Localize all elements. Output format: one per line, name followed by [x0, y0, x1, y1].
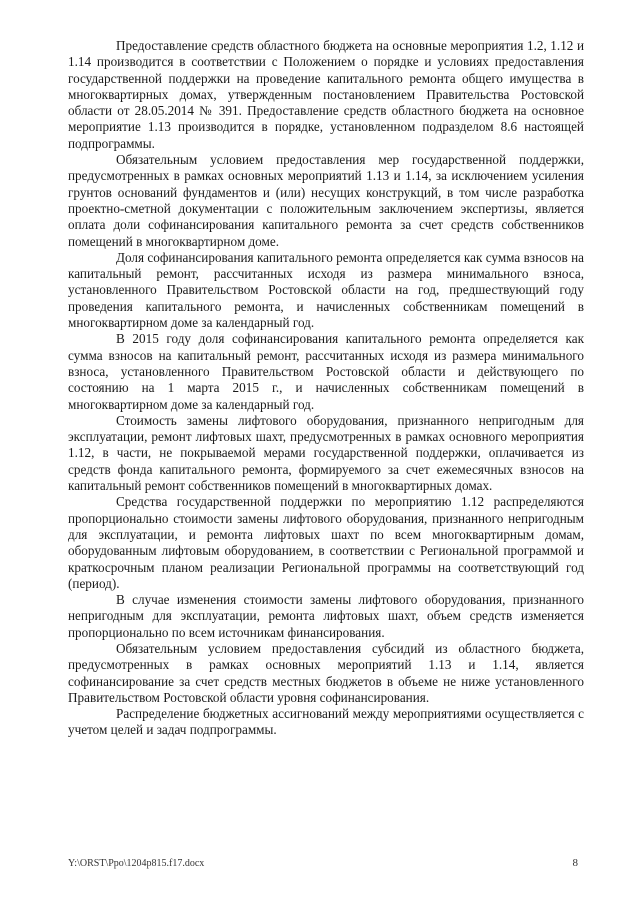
paragraph: Предоставление средств областного бюджета на основные мероприятия 1.2, 1.12 и 1.14 производится в соответствии с Положением о порядке и условиях предоставления государственной поддержки на проведение капитального ремонта общего имущества в многоквартирных домах, утвержденным постановлением Правительства Ростовской области от 28.05.2014 № 391. Предоставление средств областного бюджета на основное мероприятие 1.13 производится в порядке, установленном подразделом 8.6 настоящей подпрограммы.: [68, 38, 584, 151]
paragraph: Обязательным условием предоставления мер государственной поддержки, предусмотренных в рамках основных мероприятий 1.13 и 1.14, за исключением усиления грунтов оснований фундаментов и (или) несущих конструкций, в том числе разработка проектно-сметной документации с положительным заключением экспертизы, является оплата доли софинансирования капитального ремонта за счет средств собственников помещений в многоквартирном доме.: [68, 152, 584, 249]
paragraph: В 2015 году доля софинансирования капитального ремонта определяется как сумма взносов на капитальный ремонт, рассчитанных исходя из размера минимального взноса, установленного Правительством Ростовской области и действующего по состоянию на 1 марта 2015 г., и начисленных собственникам помещений в многоквартирном доме за календарный год.: [68, 331, 584, 412]
paragraph: В случае изменения стоимости замены лифтового оборудования, признанного непригодным для эксплуатации, ремонта лифтовых шахт, объем средств изменяется пропорционально по всем источникам финансирования.: [68, 592, 584, 640]
page-number: 8: [572, 857, 578, 869]
document-body: [68, 38, 584, 739]
paragraph: Обязательным условием предоставления субсидий из областного бюджета, предусмотренных в рамках основных мероприятий 1.13 и 1.14, является софинансирование за счет средств местных бюджетов в объеме не ниже установленного Правительством Ростовской области уровня софинансирования.: [68, 640, 584, 705]
footer-file-path: Y:\ORST\Ppo\1204p815.f17.docx: [68, 858, 205, 869]
paragraph: Стоимость замены лифтового оборудования, признанного непригодным для эксплуатации, ремонт лифтовых шахт, предусмотренных в рамках основного мероприятия 1.12, в части, не покрываемой мерами государственной поддержки, оплачивается из средств фонда капитального ремонта, формируемого за счет ежемесячных взносов на капитальный ремонт собственников помещений в многоквартирных домах.: [68, 412, 584, 494]
paragraph: Средства государственной поддержки по мероприятию 1.12 распределяются пропорционально стоимости замены лифтового оборудования, признанного непригодным для эксплуатации, и ремонта лифтовых шахт по всем многоквартирным домам, оборудованным лифтовым оборудованием, в соответствии с Региональной программой и краткосрочным планом реализации Региональной программы на соответствующий год (период).: [68, 494, 584, 591]
paragraph: Доля софинансирования капитального ремонта определяется как сумма взносов на капитальный ремонт, рассчитанных исходя из размера минимального взноса, установленного Правительством Ростовской области на год, предшествующий году проведения капитального ремонта, и начисленных собственникам помещений в многоквартирном доме за календарный год.: [68, 249, 584, 331]
paragraph: Распределение бюджетных ассигнований между мероприятиями осуществляется с учетом целей и задач подпрограммы.: [68, 706, 584, 738]
